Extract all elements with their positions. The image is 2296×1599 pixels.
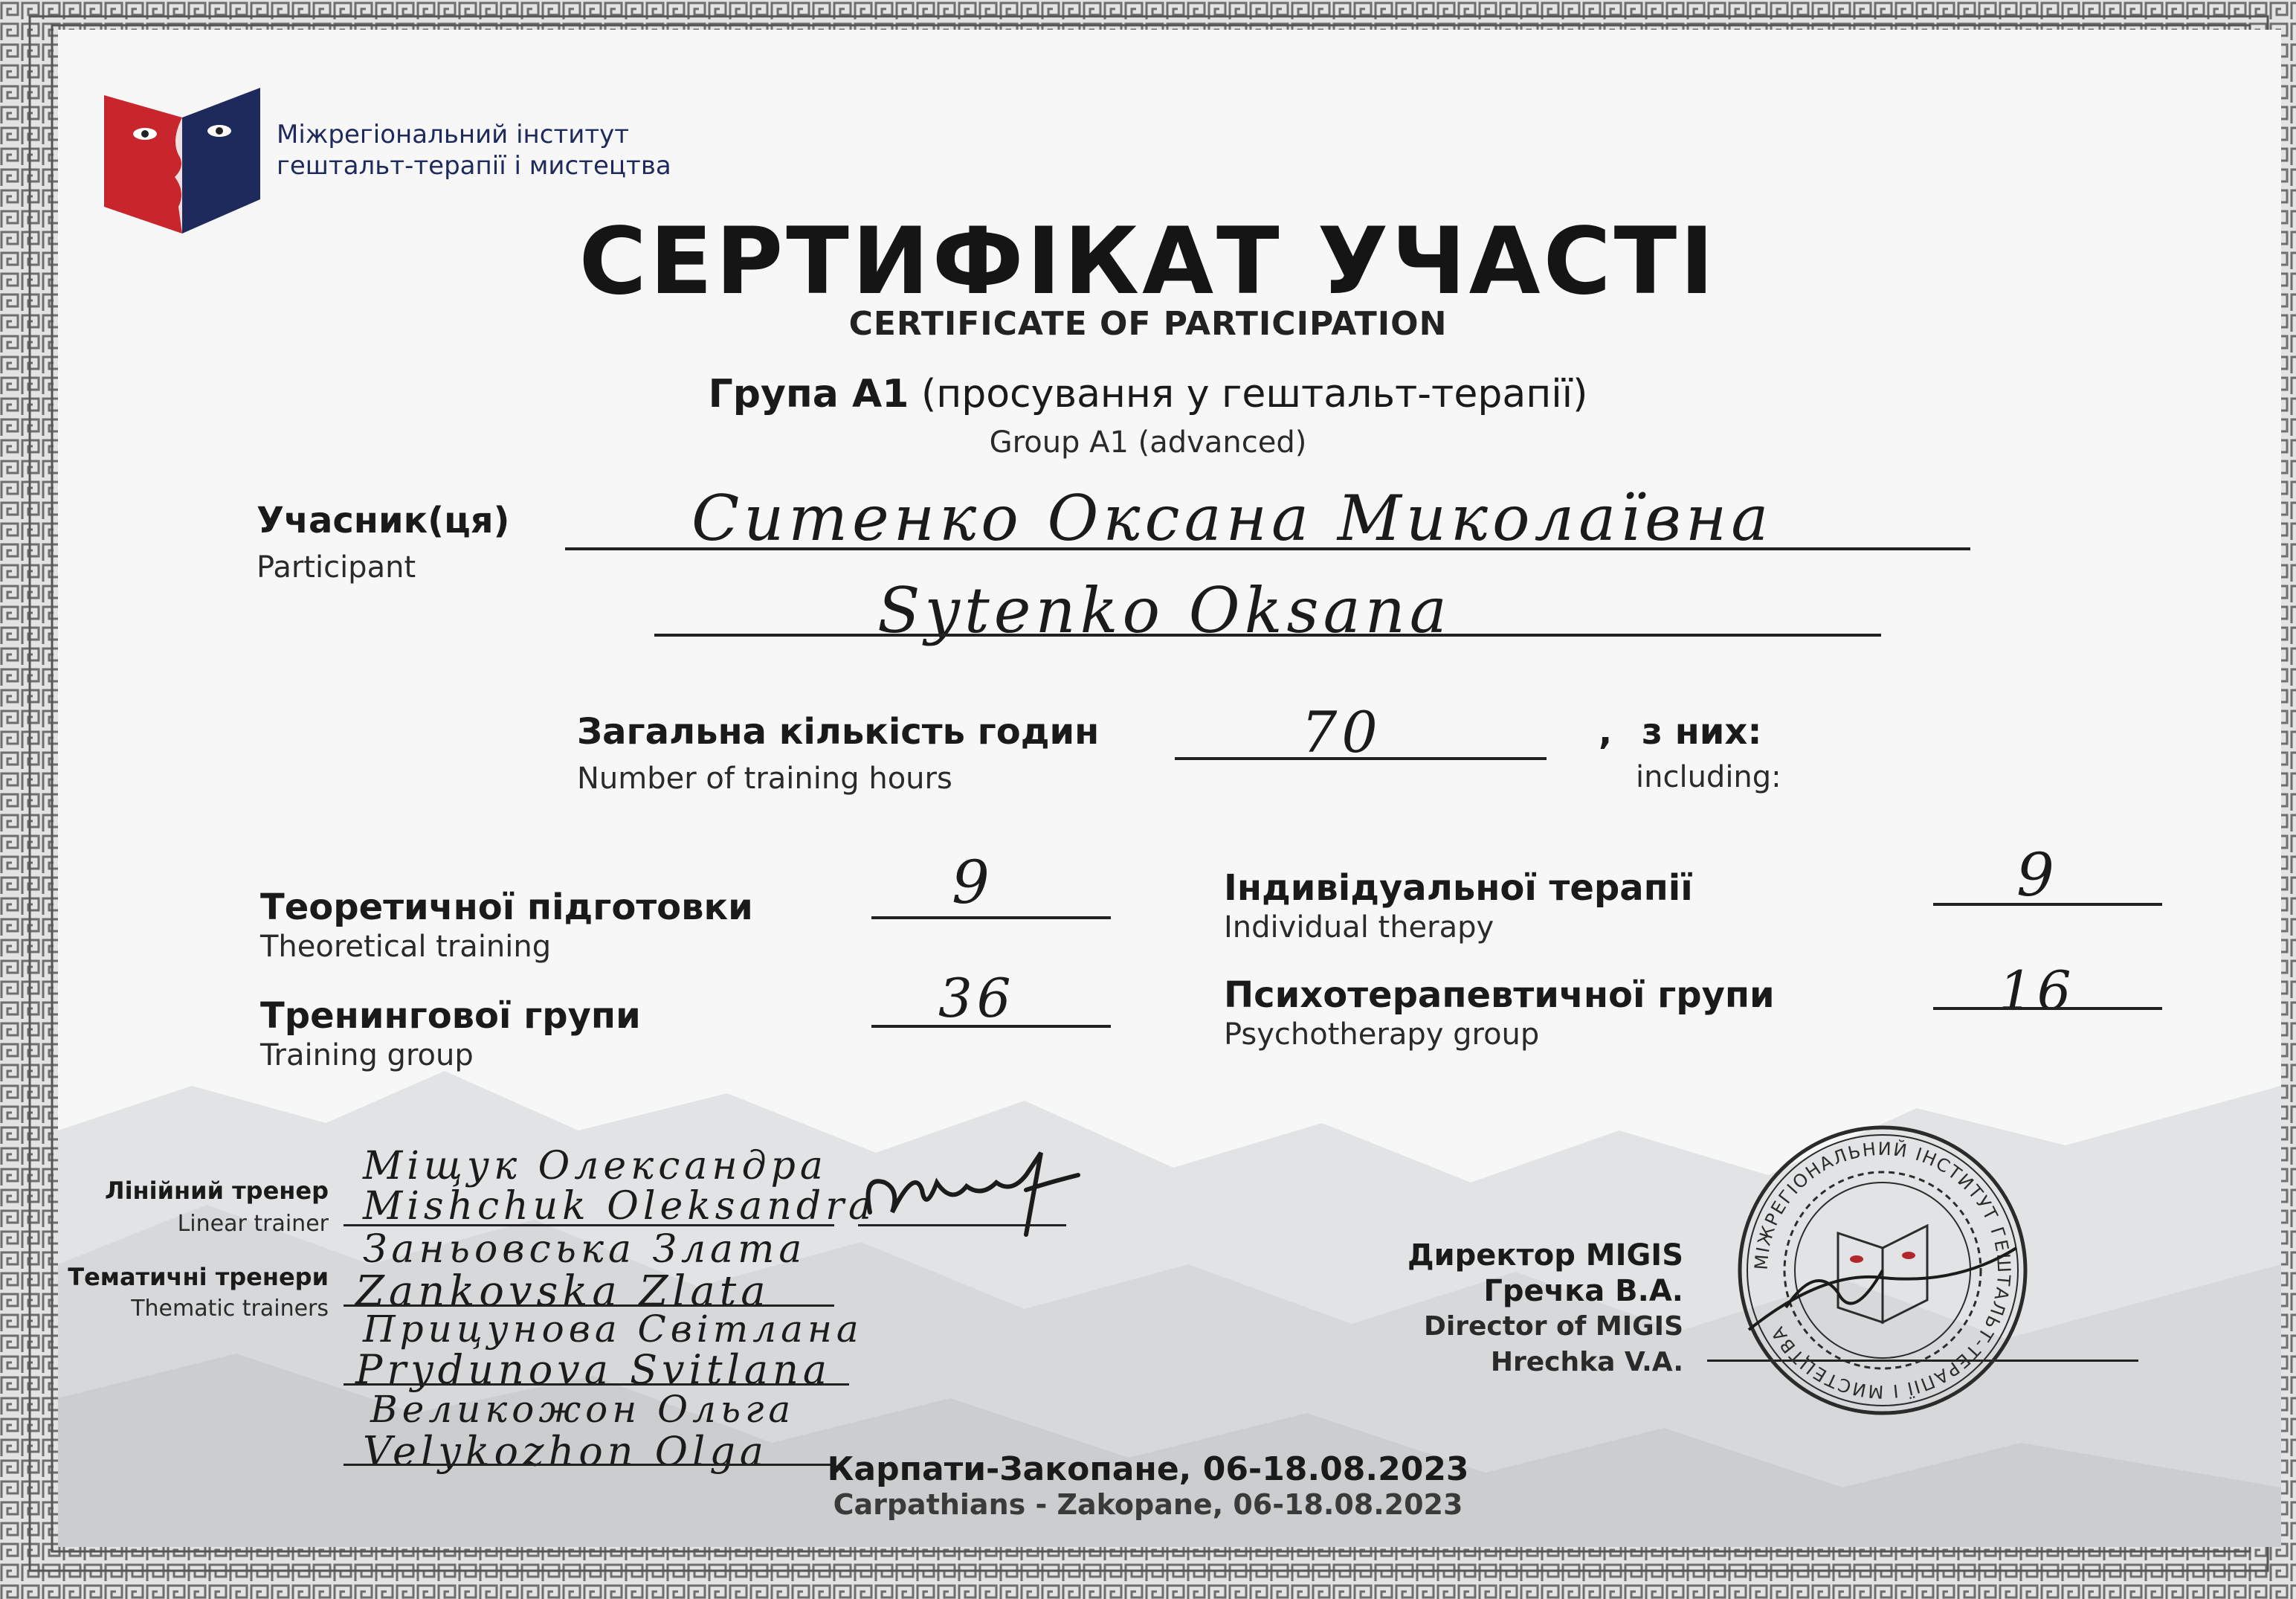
total-hours-value: 70 — [1301, 699, 1382, 765]
thematic-trainer-1-name: Заньовська Злата — [363, 1227, 807, 1272]
theoretical-label-en: Theoretical training — [260, 930, 552, 964]
participant-label: Учасник(ця) — [257, 500, 510, 541]
theoretical-value: 9 — [952, 848, 994, 917]
linear-trainer-line — [344, 1224, 834, 1226]
group-description: (просування у гештальт-терапії) — [920, 372, 1588, 416]
thematic-trainers-label-en: Thematic trainers — [131, 1296, 329, 1322]
training-group-value: 36 — [938, 967, 1016, 1029]
linear-trainer-label-en: Linear trainer — [177, 1211, 329, 1237]
including-label-en: including: — [1636, 760, 1781, 794]
place-date-en: Carpathians - Zakopane, 06-18.08.2023 — [833, 1488, 1463, 1521]
including-label: з них: — [1642, 711, 1762, 753]
place-date: Карпати-Закопане, 06-18.08.2023 — [827, 1450, 1469, 1488]
thematic-trainer-3-name: Великожон Ольга — [370, 1388, 796, 1431]
institute-name — [277, 119, 671, 181]
linear-trainer-signature — [855, 1145, 1093, 1242]
total-hours-label-en: Number of training hours — [577, 762, 952, 796]
training-group-line — [871, 1025, 1111, 1028]
group-title — [0, 372, 2296, 416]
certificate-title: СЕРТИФІКАТ УЧАСТІ — [578, 208, 1718, 315]
theoretical-line — [871, 916, 1111, 919]
institute-name-line1: Міжрегіональний інститут — [277, 120, 630, 149]
linear-trainer-name: Міщук Олександра — [363, 1144, 828, 1188]
participant-name-en-line — [654, 634, 1881, 637]
theoretical-label: Теоретичної підготовки — [260, 887, 753, 928]
total-hours-line — [1175, 757, 1547, 760]
director-title: Директор MIGIS — [1407, 1238, 1683, 1273]
psychotherapy-group-label: Психотерапевтичної групи — [1224, 974, 1775, 1016]
director-block — [1264, 1238, 1683, 1380]
group-title-en: Group A1 (advanced) — [989, 425, 1307, 460]
thematic-trainers-label: Тематичні тренери — [68, 1263, 329, 1291]
individual-therapy-label-en: Individual therapy — [1224, 910, 1494, 945]
thematic-trainer-2-name-en: Prydunova Svitlana — [355, 1346, 832, 1393]
thematic-trainer-1-name-en: Zankovska Zlata — [355, 1267, 770, 1316]
linear-trainer-label: Лінійний тренер — [104, 1177, 329, 1205]
psychotherapy-group-line — [1933, 1007, 2162, 1010]
training-group-label: Тренингової групи — [260, 995, 641, 1037]
thematic-trainer-2-name: Прицунова Світлана — [363, 1307, 863, 1351]
comma-separator: , — [1599, 711, 1613, 753]
psychotherapy-group-value: 16 — [1999, 959, 2076, 1022]
participant-name-en-handwritten: Sytenko Oksana — [877, 574, 1451, 647]
stamp-ring-text: МІЖРЕГІОНАЛЬНИЙ ІНСТИТУТ ГЕШТАЛЬТ-ТЕРАПІЇ І МИСТЕЦТВА — [1750, 1138, 2015, 1403]
thematic-trainer-1-line — [344, 1304, 834, 1307]
institute-stamp — [1734, 1122, 2031, 1419]
director-name: Гречка В.А. — [1483, 1274, 1683, 1308]
group-name: Група А1 — [708, 372, 909, 416]
director-name-en: Hrechka V.A. — [1490, 1347, 1683, 1377]
signature-line — [858, 1224, 1066, 1226]
participant-label-en: Participant — [257, 550, 416, 585]
participant-name-line — [565, 547, 1970, 550]
thematic-trainer-3-name-en: Velykozhon Olga — [363, 1428, 768, 1475]
training-group-label-en: Training group — [260, 1038, 474, 1072]
certificate-subtitle: CERTIFICATE OF PARTICIPATION — [848, 305, 1448, 343]
individual-therapy-label: Індивідуальної терапії — [1224, 867, 1693, 909]
total-hours-label: Загальна кількість годин — [577, 711, 1100, 753]
individual-therapy-value: 9 — [2016, 840, 2059, 910]
institute-name-line2: гештальт-терапії і мистецтва — [277, 151, 671, 181]
psychotherapy-group-label-en: Psychotherapy group — [1224, 1017, 1540, 1052]
place-date-block — [0, 1450, 2296, 1520]
participant-name-handwritten: Ситенко Оксана Миколаївна — [691, 482, 1773, 555]
linear-trainer-name-en: Mishchuk Oleksandra — [363, 1184, 877, 1229]
thematic-trainer-2-line — [344, 1383, 849, 1386]
individual-therapy-line — [1933, 903, 2162, 906]
director-title-en: Director of MIGIS — [1424, 1311, 1683, 1342]
